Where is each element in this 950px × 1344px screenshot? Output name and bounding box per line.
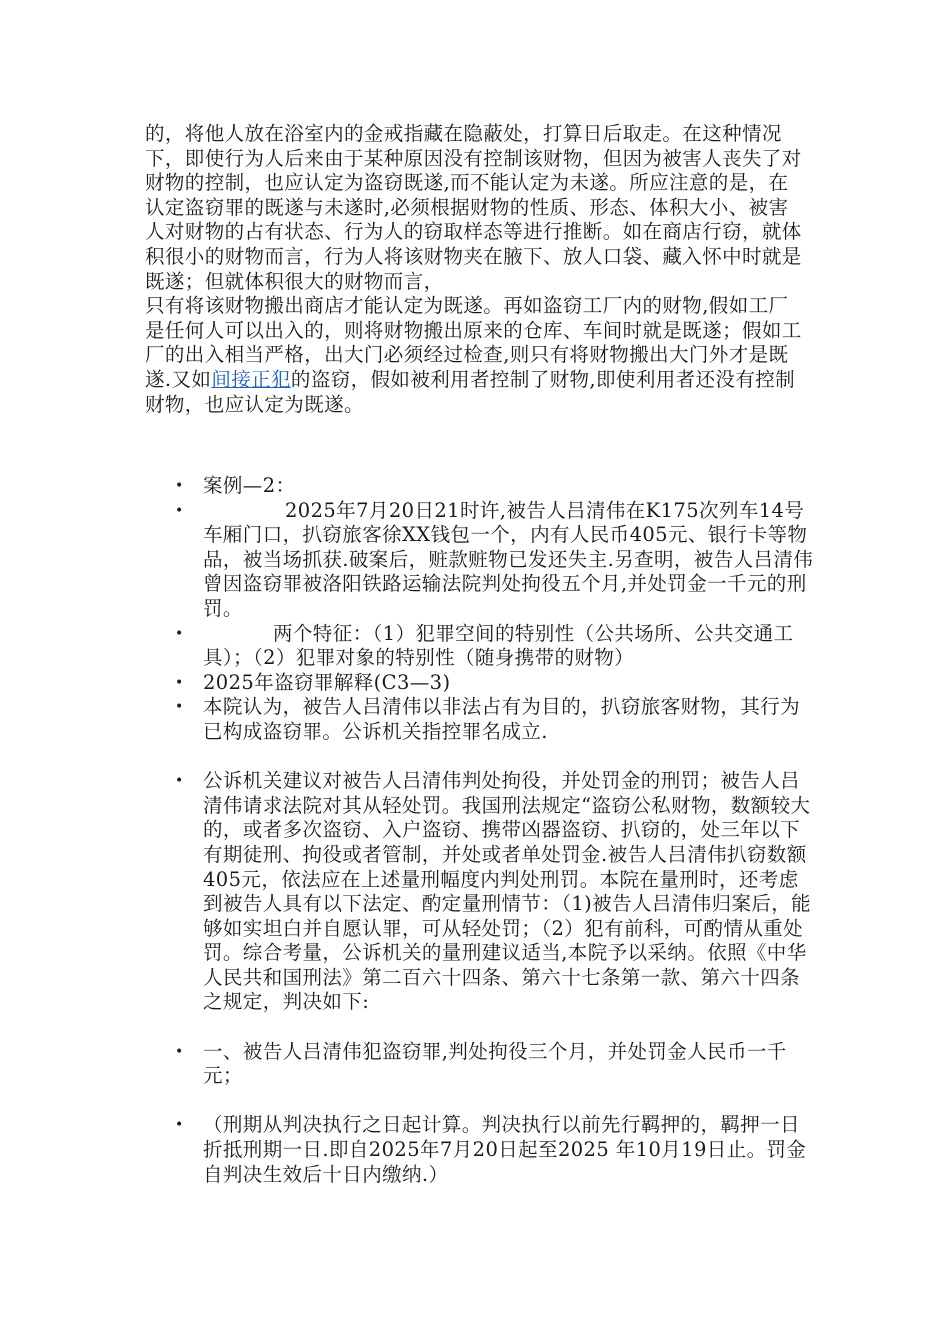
intro-paragraph-2-text-after: 的盗窃，假如被利用者控制了财物,即使利用者还没有控制财物，也应认定为既遂。 [145, 367, 796, 416]
intro-paragraph-1: 的，将他人放在浴室内的金戒指藏在隐蔽处，打算日后取走。在这种情况下，即使行为人后来由于某种原因没有控制该财物，但因为被害人丧失了对财物的控制，也应认定为盗窃既遂,而不能认定为未遂。所应注意的是，在认定盗窃罪的既遂与未遂时,必须根据财物的性质、形态、体积大小、被害人对财物的占有状态、行为人的窃取样态等进行推断。如在商店行窃，就体积很小的财物而言，行为人将该财物夹在腋下、放人口袋、藏入怀中时就是既遂；但就体积很大的财物而言， [145, 122, 802, 293]
bullet-icon: • [175, 773, 184, 790]
case-bullet-list [175, 474, 815, 1187]
list-item [175, 1113, 815, 1187]
judgment-item-one: 一、被告人吕清伟犯盗窃罪,判处拘役三个月，并处罚金人民币一千元； [203, 1039, 787, 1088]
court-opinion: 本院认为，被告人吕清伟以非法占有为目的，扒窃旅客财物，其行为已构成盗窃罪。公诉机关指控罪名成立. [203, 695, 801, 743]
intro-paragraph-2-text-before: 只有将该财物搬出商店才能认定为既遂。再如盗窃工厂内的财物,假如工厂是任何人可以出入的，则将财物搬出原来的仓库、车间时就是既遂；假如工厂的出入相当严格，出大门必须经过检查,则只有将财物搬出大门外才是既遂.又如 [145, 294, 802, 391]
bullet-icon: • [175, 1043, 184, 1060]
interpretation-reference: 2025年盗窃罪解释(C3—3) [203, 670, 451, 694]
bullet-icon: • [175, 502, 184, 519]
bullet-icon: • [175, 478, 184, 494]
bullet-icon: • [175, 699, 184, 716]
sentencing-reasoning: 公诉机关建议对被告人吕清伟判处拘役，并处罚金的刑罚；被告人吕清伟请求法院对其从轻处罚。我国刑法规定“盗窃公私财物，数额较大的，或者多次盗窃、入户盗窃、携带凶器盗窃、扒窃的，处三年以下有期徒刑、拘役或者管制，并处或者单处罚金.被告人吕清伟扒窃数额405元，依法应在上述量刑幅度内判处刑罚。本院在量刑时，还考虑到被告人具有以下法定、酌定量刑情节：（1)被告人吕清伟归案后，能够如实坦白并自愿认罪，可从轻处罚；（2）犯有前科，可酌情从重处罚。综合考量，公诉机关的量刑建议适当,本院予以采纳。依照《中华人民共和国刑法》第二百六十四条、第六十七条第一款、第六十四条之规定，判决如下: [203, 769, 812, 1014]
intro-paragraph-2 [145, 294, 805, 417]
bullet-icon: • [175, 625, 184, 642]
spacer [175, 1015, 815, 1040]
spacer [175, 1089, 815, 1114]
two-characteristics: 两个特征：（1）犯罪空间的特别性（公共场所、公共交通工具）；（2）犯罪对象的特别性（随身携带的财物） [203, 621, 794, 670]
list-item [175, 499, 815, 622]
document-page [145, 122, 814, 1186]
list-item [175, 671, 815, 696]
case-facts: 2025年7月20日21时许,被告人吕清伟在K175次列车14号车厢门口，扒窃旅客徐XX钱包一个，内有人民币405元、银行卡等物品，被当场抓获.破案后，赃款赃物已发还失主.另查明，被告人吕清伟曾因盗窃罪被洛阳铁路运输法院判处拘役五个月,并处罚金一千元的刑罚。 [203, 498, 814, 620]
bullet-icon: • [175, 674, 184, 691]
list-item [175, 474, 815, 499]
sentence-term-note: （刑期从判决执行之日起计算。判决执行以前先行羁押的，羁押一日折抵刑期一日.即自2025年7月20日起至2025 年10月19日止。罚金自判决生效后十日内缴纳.） [203, 1113, 807, 1186]
bullet-icon: • [175, 1117, 184, 1134]
list-item [175, 622, 815, 671]
list-item [175, 695, 815, 744]
case-heading: 案例—2： [203, 474, 296, 497]
list-item [175, 769, 815, 1015]
indirect-principal-link[interactable]: 间接正犯 [211, 367, 291, 391]
list-item [175, 1040, 815, 1089]
spacer [175, 745, 815, 770]
